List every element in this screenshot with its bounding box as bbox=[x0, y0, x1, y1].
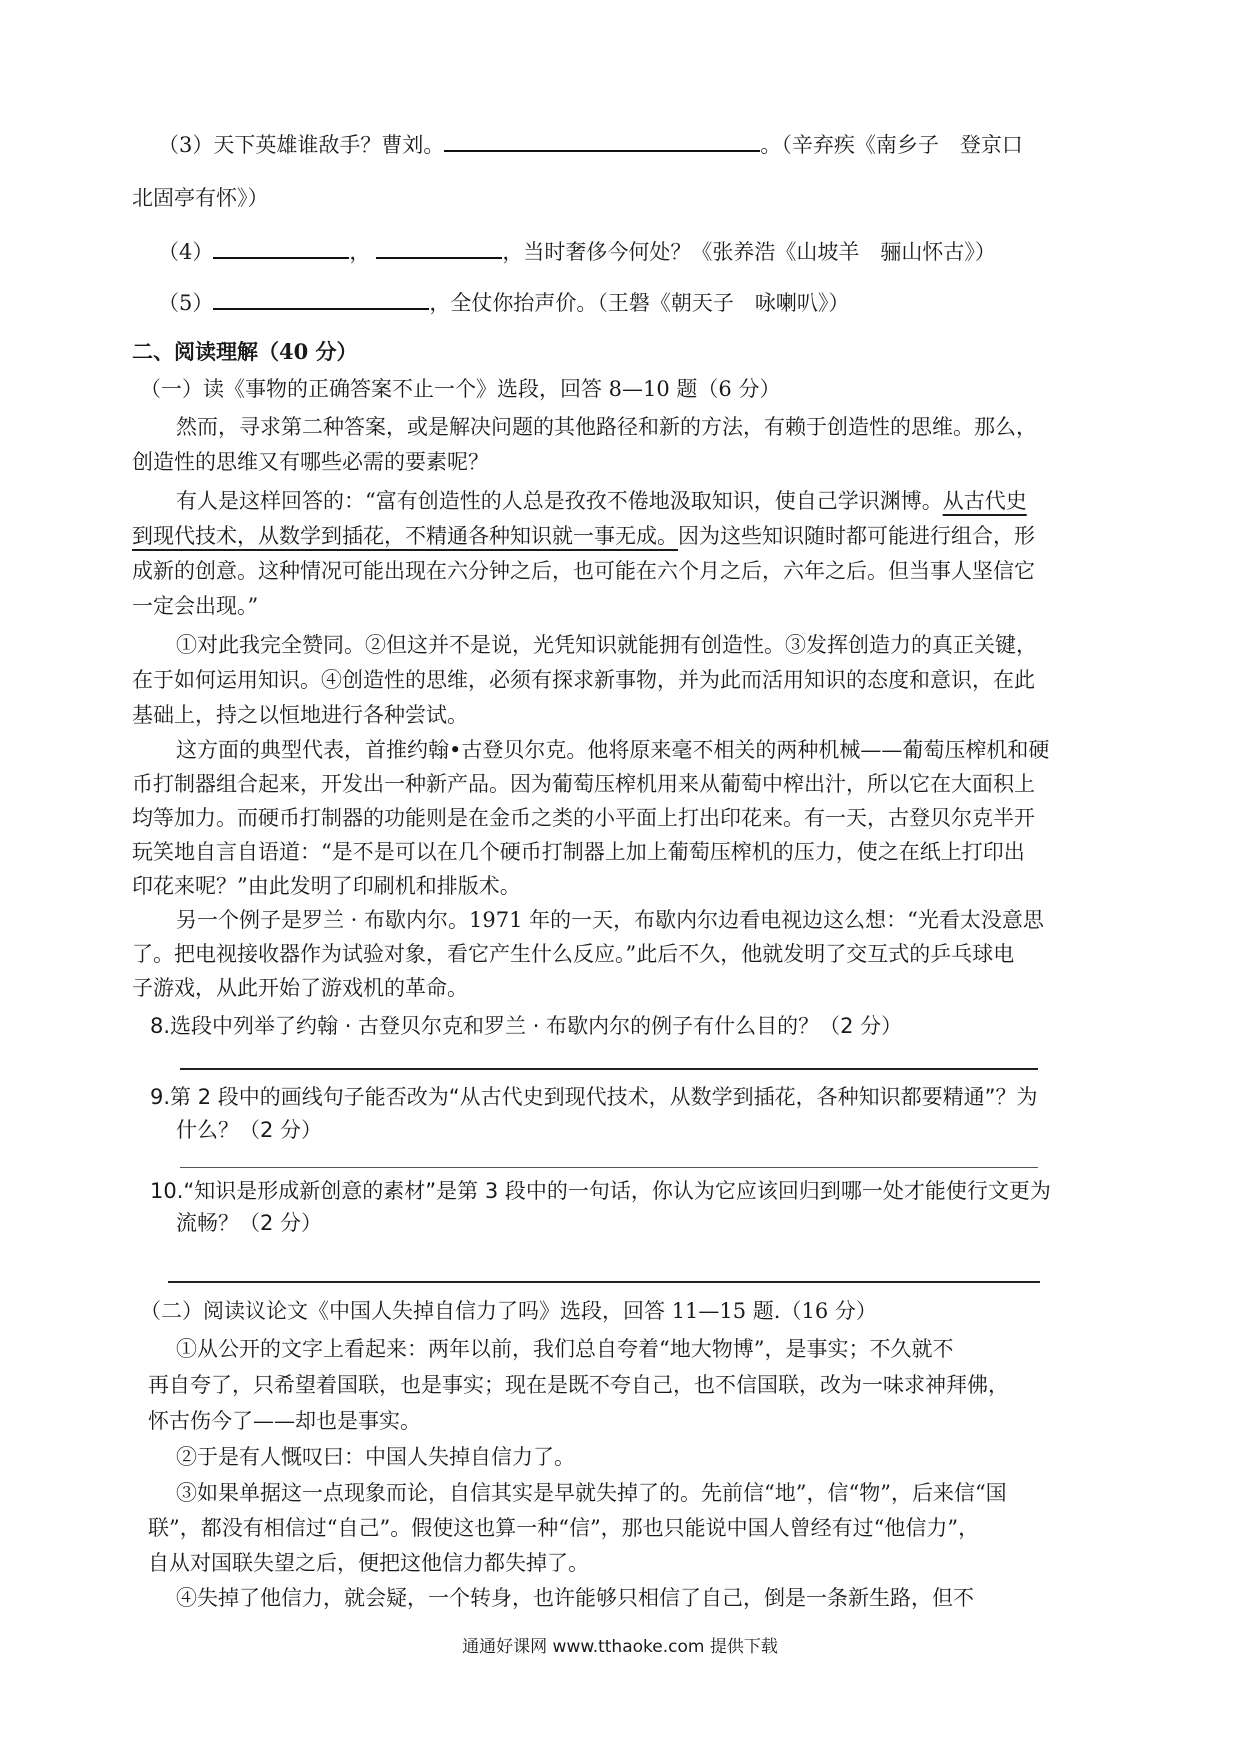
part1-para3-line: 在于如何运用知识。④创造性的思维，必须有探求新事物，并为此而活用知识的态度和意识，在此 bbox=[132, 668, 1035, 692]
part2-para1-line: 再自夸了，只希望着国联，也是事实；现在是既不夸自己，也不信国联，改为一味求神拜佛， bbox=[148, 1373, 1009, 1397]
part2-para3-line: 自从对国联失望之后，便把这他信力都失掉了。 bbox=[148, 1551, 589, 1575]
part1-para4-line: 玩笑地自言自语道：“是不是可以在几个硬币打制器上加上葡萄压榨机的压力，使之在纸上打印出 bbox=[132, 840, 1025, 864]
part1-para4-line: 均等加力。而硬币打制器的功能则是在金币之类的小平面上打出印花来。有一天，古登贝尔克半开 bbox=[132, 806, 1035, 830]
part1-para5-line: 子游戏，从此开始了游戏机的革命。 bbox=[132, 976, 468, 1000]
part1-para2-line bbox=[176, 486, 1027, 516]
poem-3-source: 。（辛弃疾《南乡子 登京口 bbox=[760, 133, 1023, 157]
answer-line-q9[interactable] bbox=[180, 1167, 1038, 1168]
page-footer: 通通好课网 www.tthaoke.com 提供下载 bbox=[462, 1637, 778, 1657]
question-10-cont: 流畅？（2 分） bbox=[176, 1211, 323, 1235]
question-9: 9.第 2 段中的画线句子能否改为“从古代史到现代技术，从数学到插花，各种知识都要精通”？为 bbox=[150, 1085, 1038, 1109]
question-9-cont: 什么？（2 分） bbox=[176, 1118, 323, 1142]
question-8: 8.选段中列举了约翰 · 古登贝尔克和罗兰 · 布歇内尔的例子有什么目的？（2 分） bbox=[150, 1014, 903, 1038]
part1-para4-line: 这方面的典型代表，首推约翰•古登贝尔克。他将原来毫不相关的两种机械——葡萄压榨机和硬 bbox=[176, 738, 1050, 762]
section-heading: 二、阅读理解（40 分） bbox=[132, 339, 358, 364]
poem-4-number: （4） bbox=[158, 240, 214, 264]
answer-line-q8[interactable] bbox=[180, 1068, 1038, 1070]
part1-para2-line: 一定会出现。” bbox=[132, 594, 259, 618]
part1-para5-line: 了。把电视接收器作为试验对象，看它产生什么反应。”此后不久，他就发明了交互式的乒乓球电 bbox=[132, 942, 1015, 966]
part2-para3-line: ③如果单据这一点现象而论，自信其实是早就失掉了的。先前信“地”，信“物”，后来信“国 bbox=[176, 1481, 1007, 1505]
part2-para3-line: 联”，都没有相信过“自己”。假使这也算一种“信”，那也只能说中国人曾经有过“他信力”， bbox=[148, 1516, 980, 1540]
part1-para1-line: 创造性的思维又有哪些必需的要素呢？ bbox=[132, 450, 489, 474]
answer-blank[interactable] bbox=[213, 237, 349, 259]
part2-para4-line: ④失掉了他信力，就会疑，一个转身，也许能够只相信了自己，倒是一条新生路，但不 bbox=[176, 1586, 974, 1610]
answer-blank[interactable] bbox=[444, 130, 760, 152]
para2-text: 因为这些知识随时都可能进行组合，形 bbox=[678, 524, 1035, 548]
poem-5-text: ，全仗你抬声价。（王磐《朝天子 咏喇叭》） bbox=[429, 291, 850, 315]
part1-para3-line: ①对此我完全赞同。②但这并不是说，光凭知识就能拥有创造性。③发挥创造力的真正关键， bbox=[176, 633, 1037, 657]
answer-blank[interactable] bbox=[376, 237, 502, 259]
underlined-sentence: 到现代技术，从数学到插花，不精通各种知识就一事无成。 bbox=[132, 524, 678, 548]
part1-para2-line bbox=[132, 521, 1035, 551]
part1-para5-line: 另一个例子是罗兰 · 布歇内尔。1971 年的一天，布歇内尔边看电视边这么想：“光看太没意思 bbox=[176, 908, 1044, 932]
part2-para1-line: 怀古伤今了——却也是事实。 bbox=[148, 1409, 421, 1433]
underlined-sentence: 从古代史 bbox=[942, 489, 1027, 513]
poem-4-comma: ， bbox=[349, 240, 371, 264]
part1-intro: （一）读《事物的正确答案不止一个》选段，回答 8—10 题（6 分） bbox=[140, 377, 781, 401]
poem-3-source-cont: 北固亭有怀》） bbox=[132, 186, 269, 210]
poem-line-5 bbox=[158, 288, 849, 318]
question-10: 10.“知识是形成新创意的素材”是第 3 段中的一句话，你认为它应该回归到哪一处才能使行文更为 bbox=[150, 1179, 1051, 1203]
part2-para1-line: ①从公开的文字上看起来：两年以前，我们总自夸着“地大物博”，是事实；不久就不 bbox=[176, 1337, 954, 1361]
part2-para2-line: ②于是有人慨叹曰：中国人失掉自信力了。 bbox=[176, 1445, 575, 1469]
part1-para3-line: 基础上，持之以恒地进行各种尝试。 bbox=[132, 703, 468, 727]
answer-line-q10[interactable] bbox=[168, 1281, 1040, 1283]
part1-para2-line: 成新的创意。这种情况可能出现在六分钟之后，也可能在六个月之后，六年之后。但当事人坚信它 bbox=[132, 559, 1035, 583]
para2-text: 有人是这样回答的：“富有创造性的人总是孜孜不倦地汲取知识，使自己学识渊博。 bbox=[176, 489, 943, 513]
answer-blank[interactable] bbox=[213, 288, 429, 310]
part1-para4-line: 币打制器组合起来，开发出一种新产品。因为葡萄压榨机用来从葡萄中榨出汁，所以它在大面积上 bbox=[132, 772, 1035, 796]
poem-3-text: （3）天下英雄谁敌手？曹刘。 bbox=[158, 133, 445, 157]
part2-intro: （二）阅读议论文《中国人失掉自信力了吗》选段，回答 11—15 题.（16 分） bbox=[140, 1299, 877, 1323]
part1-para4-line: 印花来呢？”由此发明了印刷机和排版术。 bbox=[132, 874, 521, 898]
poem-4-text: ，当时奢侈今何处？《张养浩《山坡羊 骊山怀古》） bbox=[502, 240, 996, 264]
part1-para1-line: 然而，寻求第二种答案，或是解决问题的其他路径和新的方法，有赖于创造性的思维。那么， bbox=[176, 415, 1037, 439]
poem-line-4 bbox=[158, 237, 996, 267]
poem-line-3 bbox=[158, 130, 1023, 160]
poem-5-number: （5） bbox=[158, 291, 214, 315]
